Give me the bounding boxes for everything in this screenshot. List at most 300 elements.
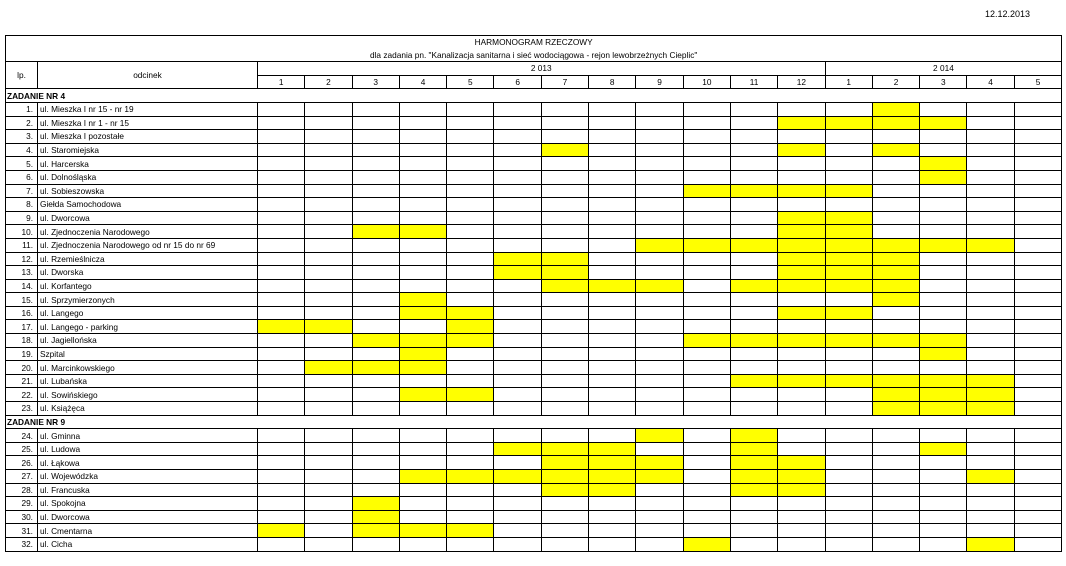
schedule-cell bbox=[352, 143, 399, 157]
schedule-cell bbox=[589, 497, 636, 511]
schedule-cell bbox=[305, 456, 352, 470]
schedule-cell bbox=[352, 116, 399, 130]
schedule-cell-active bbox=[447, 524, 494, 538]
schedule-cell bbox=[920, 211, 967, 225]
schedule-cell bbox=[258, 442, 305, 456]
schedule-cell bbox=[778, 102, 825, 116]
schedule-cell bbox=[541, 388, 588, 402]
schedule-cell bbox=[778, 429, 825, 443]
schedule-cell bbox=[683, 374, 730, 388]
schedule-cell bbox=[683, 470, 730, 484]
schedule-cell bbox=[778, 170, 825, 184]
table-row bbox=[6, 211, 1062, 225]
table-row bbox=[6, 470, 1062, 484]
schedule-cell bbox=[730, 211, 777, 225]
schedule-cell bbox=[636, 130, 683, 144]
schedule-cell bbox=[494, 184, 541, 198]
schedule-cell bbox=[352, 157, 399, 171]
schedule-cell-active bbox=[872, 402, 919, 416]
schedule-cell bbox=[730, 497, 777, 511]
schedule-cell bbox=[541, 497, 588, 511]
schedule-cell bbox=[589, 184, 636, 198]
schedule-cell bbox=[636, 374, 683, 388]
section-name: ul. Spokojna bbox=[38, 497, 258, 511]
schedule-cell-active bbox=[920, 442, 967, 456]
schedule-cell bbox=[920, 429, 967, 443]
schedule-cell bbox=[872, 456, 919, 470]
table-row bbox=[6, 116, 1062, 130]
schedule-cell bbox=[920, 102, 967, 116]
schedule-cell bbox=[494, 510, 541, 524]
schedule-cell-active bbox=[305, 361, 352, 375]
schedule-cell-active bbox=[825, 211, 872, 225]
schedule-cell bbox=[258, 130, 305, 144]
row-number: 9. bbox=[6, 211, 38, 225]
schedule-cell bbox=[352, 388, 399, 402]
schedule-cell bbox=[872, 170, 919, 184]
schedule-cell-active bbox=[778, 252, 825, 266]
schedule-cell bbox=[541, 211, 588, 225]
schedule-cell bbox=[305, 537, 352, 551]
schedule-cell bbox=[399, 483, 446, 497]
section-name: ul. Ludowa bbox=[38, 442, 258, 456]
schedule-cell bbox=[920, 510, 967, 524]
schedule-cell bbox=[447, 293, 494, 307]
month-header: 6 bbox=[494, 75, 541, 89]
schedule-cell bbox=[352, 306, 399, 320]
schedule-cell bbox=[778, 347, 825, 361]
schedule-cell bbox=[636, 157, 683, 171]
schedule-cell-active bbox=[778, 116, 825, 130]
schedule-cell bbox=[1014, 402, 1062, 416]
schedule-cell bbox=[352, 170, 399, 184]
schedule-cell bbox=[967, 497, 1014, 511]
month-header: 9 bbox=[636, 75, 683, 89]
row-number: 29. bbox=[6, 497, 38, 511]
schedule-cell-active bbox=[778, 470, 825, 484]
schedule-cell bbox=[872, 347, 919, 361]
schedule-cell bbox=[872, 211, 919, 225]
schedule-cell bbox=[258, 497, 305, 511]
schedule-cell-active bbox=[494, 252, 541, 266]
schedule-cell-active bbox=[872, 266, 919, 280]
schedule-cell-active bbox=[683, 184, 730, 198]
schedule-cell-active bbox=[778, 143, 825, 157]
schedule-cell bbox=[636, 510, 683, 524]
schedule-cell bbox=[683, 279, 730, 293]
schedule-cell bbox=[494, 130, 541, 144]
table-row bbox=[6, 279, 1062, 293]
schedule-cell bbox=[683, 225, 730, 239]
schedule-cell-active bbox=[825, 266, 872, 280]
table-row bbox=[6, 483, 1062, 497]
schedule-cell bbox=[825, 524, 872, 538]
schedule-cell bbox=[872, 306, 919, 320]
year-2014-header: 2 014 bbox=[825, 62, 1062, 76]
schedule-cell bbox=[305, 143, 352, 157]
schedule-cell bbox=[636, 306, 683, 320]
schedule-cell bbox=[541, 374, 588, 388]
schedule-cell bbox=[872, 184, 919, 198]
section-name: ul. Cmentarna bbox=[38, 524, 258, 538]
schedule-cell bbox=[541, 293, 588, 307]
schedule-cell-active bbox=[920, 402, 967, 416]
schedule-cell bbox=[872, 320, 919, 334]
schedule-cell bbox=[778, 361, 825, 375]
schedule-cell bbox=[825, 510, 872, 524]
schedule-cell bbox=[447, 116, 494, 130]
schedule-cell bbox=[825, 293, 872, 307]
schedule-cell bbox=[636, 442, 683, 456]
schedule-cell bbox=[447, 456, 494, 470]
schedule-cell bbox=[1014, 483, 1062, 497]
schedule-cell bbox=[778, 537, 825, 551]
schedule-cell bbox=[683, 252, 730, 266]
schedule-cell bbox=[258, 293, 305, 307]
month-header: 4 bbox=[967, 75, 1014, 89]
schedule-cell bbox=[352, 130, 399, 144]
schedule-cell bbox=[730, 130, 777, 144]
schedule-cell bbox=[258, 402, 305, 416]
section-name: ul. Mieszka I pozostałe bbox=[38, 130, 258, 144]
table-row bbox=[6, 170, 1062, 184]
schedule-cell-active bbox=[730, 279, 777, 293]
schedule-cell bbox=[825, 442, 872, 456]
schedule-cell bbox=[920, 361, 967, 375]
schedule-cell bbox=[258, 456, 305, 470]
schedule-cell bbox=[920, 456, 967, 470]
schedule-cell bbox=[920, 198, 967, 212]
schedule-cell-active bbox=[447, 334, 494, 348]
schedule-cell bbox=[683, 170, 730, 184]
schedule-cell-active bbox=[778, 334, 825, 348]
schedule-cell-active bbox=[683, 537, 730, 551]
schedule-cell bbox=[258, 361, 305, 375]
schedule-cell-active bbox=[967, 537, 1014, 551]
schedule-cell bbox=[494, 524, 541, 538]
schedule-cell-active bbox=[920, 388, 967, 402]
schedule-cell bbox=[967, 347, 1014, 361]
schedule-cell bbox=[447, 102, 494, 116]
schedule-cell bbox=[305, 497, 352, 511]
schedule-cell bbox=[778, 157, 825, 171]
section-name: ul. Dworcowa bbox=[38, 211, 258, 225]
schedule-cell bbox=[447, 157, 494, 171]
schedule-cell bbox=[1014, 279, 1062, 293]
schedule-cell bbox=[778, 524, 825, 538]
schedule-cell bbox=[352, 102, 399, 116]
schedule-cell bbox=[967, 252, 1014, 266]
schedule-cell bbox=[258, 211, 305, 225]
schedule-cell bbox=[541, 429, 588, 443]
schedule-cell bbox=[447, 225, 494, 239]
schedule-cell bbox=[589, 320, 636, 334]
schedule-cell bbox=[352, 184, 399, 198]
schedule-cell bbox=[1014, 429, 1062, 443]
row-number: 20. bbox=[6, 361, 38, 375]
table-row bbox=[6, 442, 1062, 456]
schedule-cell-active bbox=[399, 225, 446, 239]
schedule-cell bbox=[541, 510, 588, 524]
schedule-cell bbox=[305, 238, 352, 252]
schedule-cell bbox=[494, 347, 541, 361]
schedule-cell bbox=[589, 388, 636, 402]
schedule-cell bbox=[447, 361, 494, 375]
section-name: ul. Gminna bbox=[38, 429, 258, 443]
schedule-cell bbox=[1014, 238, 1062, 252]
schedule-cell bbox=[825, 198, 872, 212]
schedule-cell bbox=[589, 374, 636, 388]
schedule-cell-active bbox=[730, 456, 777, 470]
schedule-cell bbox=[1014, 198, 1062, 212]
schedule-cell bbox=[258, 537, 305, 551]
schedule-cell bbox=[399, 442, 446, 456]
schedule-cell bbox=[636, 293, 683, 307]
schedule-cell-active bbox=[872, 116, 919, 130]
schedule-cell-active bbox=[399, 524, 446, 538]
schedule-cell bbox=[636, 252, 683, 266]
row-number: 10. bbox=[6, 225, 38, 239]
schedule-cell bbox=[589, 102, 636, 116]
schedule-cell-active bbox=[683, 334, 730, 348]
schedule-cell bbox=[683, 497, 730, 511]
schedule-cell bbox=[825, 361, 872, 375]
table-subtitle: dla zadania pn. "Kanalizacja sanitarna i sieć wodociągowa - rejon lewobrzeżnych Cieplic" bbox=[6, 49, 1062, 62]
schedule-cell bbox=[872, 470, 919, 484]
section-name: ul. Wojewódzka bbox=[38, 470, 258, 484]
section-name: ul. Jagiellońska bbox=[38, 334, 258, 348]
schedule-cell bbox=[541, 198, 588, 212]
schedule-cell bbox=[636, 334, 683, 348]
row-number: 4. bbox=[6, 143, 38, 157]
schedule-cell bbox=[967, 510, 1014, 524]
schedule-cell-active bbox=[825, 116, 872, 130]
schedule-cell bbox=[352, 402, 399, 416]
schedule-cell bbox=[683, 293, 730, 307]
schedule-cell bbox=[352, 483, 399, 497]
schedule-cell bbox=[1014, 116, 1062, 130]
schedule-cell bbox=[872, 130, 919, 144]
schedule-cell bbox=[825, 497, 872, 511]
schedule-cell-active bbox=[494, 266, 541, 280]
table-row bbox=[6, 497, 1062, 511]
schedule-cell bbox=[305, 198, 352, 212]
month-header: 4 bbox=[399, 75, 446, 89]
schedule-cell-active bbox=[541, 470, 588, 484]
schedule-cell bbox=[305, 524, 352, 538]
schedule-cell-active bbox=[399, 470, 446, 484]
month-header: 12 bbox=[778, 75, 825, 89]
month-header: 7 bbox=[541, 75, 588, 89]
schedule-cell bbox=[399, 402, 446, 416]
schedule-cell-active bbox=[399, 361, 446, 375]
schedule-cell bbox=[258, 470, 305, 484]
schedule-cell bbox=[683, 361, 730, 375]
schedule-cell bbox=[683, 211, 730, 225]
schedule-cell bbox=[683, 456, 730, 470]
schedule-cell bbox=[967, 116, 1014, 130]
row-number: 25. bbox=[6, 442, 38, 456]
schedule-cell bbox=[305, 293, 352, 307]
schedule-cell-active bbox=[352, 510, 399, 524]
schedule-cell bbox=[872, 442, 919, 456]
schedule-cell-active bbox=[778, 279, 825, 293]
schedule-cell bbox=[920, 470, 967, 484]
schedule-cell-active bbox=[352, 361, 399, 375]
schedule-cell bbox=[589, 157, 636, 171]
schedule-cell-active bbox=[778, 184, 825, 198]
section-name: ul. Lubańska bbox=[38, 374, 258, 388]
schedule-cell bbox=[1014, 347, 1062, 361]
table-row bbox=[6, 402, 1062, 416]
schedule-cell bbox=[1014, 102, 1062, 116]
month-header: 2 bbox=[872, 75, 919, 89]
schedule-cell bbox=[541, 238, 588, 252]
schedule-cell bbox=[683, 347, 730, 361]
schedule-cell bbox=[589, 524, 636, 538]
table-row bbox=[6, 225, 1062, 239]
section-name: ul. Mieszka I nr 15 - nr 19 bbox=[38, 102, 258, 116]
month-header: 10 bbox=[683, 75, 730, 89]
schedule-cell bbox=[730, 524, 777, 538]
schedule-cell bbox=[447, 510, 494, 524]
schedule-cell-active bbox=[825, 225, 872, 239]
schedule-cell bbox=[589, 170, 636, 184]
schedule-cell bbox=[447, 442, 494, 456]
schedule-cell-active bbox=[352, 524, 399, 538]
schedule-cell bbox=[1014, 293, 1062, 307]
table-row bbox=[6, 524, 1062, 538]
schedule-cell bbox=[589, 334, 636, 348]
schedule-cell bbox=[920, 266, 967, 280]
month-header: 5 bbox=[1014, 75, 1062, 89]
schedule-cell bbox=[447, 184, 494, 198]
section-header-row bbox=[6, 415, 1062, 429]
schedule-cell bbox=[778, 320, 825, 334]
schedule-cell bbox=[636, 211, 683, 225]
schedule-cell bbox=[399, 497, 446, 511]
schedule-cell-active bbox=[258, 524, 305, 538]
table-row bbox=[6, 306, 1062, 320]
schedule-cell bbox=[636, 170, 683, 184]
schedule-cell bbox=[872, 157, 919, 171]
schedule-cell bbox=[305, 170, 352, 184]
schedule-cell bbox=[683, 442, 730, 456]
schedule-cell bbox=[258, 184, 305, 198]
table-row bbox=[6, 143, 1062, 157]
schedule-cell bbox=[305, 510, 352, 524]
schedule-cell bbox=[920, 497, 967, 511]
section-name: ul. Francuska bbox=[38, 483, 258, 497]
schedule-cell-active bbox=[967, 470, 1014, 484]
schedule-cell-active bbox=[872, 238, 919, 252]
row-number: 19. bbox=[6, 347, 38, 361]
section-name: ul. Książęca bbox=[38, 402, 258, 416]
schedule-cell bbox=[636, 184, 683, 198]
schedule-cell-active bbox=[447, 388, 494, 402]
schedule-cell-active bbox=[872, 279, 919, 293]
schedule-cell bbox=[589, 347, 636, 361]
schedule-cell bbox=[636, 361, 683, 375]
schedule-cell bbox=[920, 306, 967, 320]
schedule-cell bbox=[778, 293, 825, 307]
schedule-cell bbox=[352, 266, 399, 280]
schedule-cell bbox=[967, 211, 1014, 225]
schedule-cell bbox=[1014, 320, 1062, 334]
month-header: 3 bbox=[352, 75, 399, 89]
schedule-cell bbox=[636, 143, 683, 157]
schedule-cell bbox=[494, 483, 541, 497]
schedule-cell bbox=[778, 402, 825, 416]
schedule-cell bbox=[1014, 470, 1062, 484]
schedule-cell bbox=[967, 293, 1014, 307]
schedule-cell bbox=[305, 402, 352, 416]
schedule-cell bbox=[305, 130, 352, 144]
table-row bbox=[6, 252, 1062, 266]
table-row bbox=[6, 157, 1062, 171]
row-number: 26. bbox=[6, 456, 38, 470]
schedule-cell bbox=[778, 497, 825, 511]
schedule-cell bbox=[494, 170, 541, 184]
schedule-cell bbox=[872, 537, 919, 551]
schedule-cell-active bbox=[541, 442, 588, 456]
schedule-cell-active bbox=[730, 429, 777, 443]
row-number: 7. bbox=[6, 184, 38, 198]
schedule-cell bbox=[447, 252, 494, 266]
schedule-cell bbox=[399, 157, 446, 171]
schedule-cell bbox=[1014, 442, 1062, 456]
schedule-cell bbox=[778, 198, 825, 212]
schedule-cell bbox=[447, 279, 494, 293]
schedule-cell bbox=[778, 388, 825, 402]
schedule-cell bbox=[967, 361, 1014, 375]
schedule-cell bbox=[730, 102, 777, 116]
schedule-cell-active bbox=[589, 456, 636, 470]
schedule-cell-active bbox=[730, 238, 777, 252]
schedule-cell-active bbox=[399, 306, 446, 320]
schedule-cell bbox=[967, 442, 1014, 456]
schedule-cell bbox=[447, 198, 494, 212]
table-row bbox=[6, 334, 1062, 348]
table-row bbox=[6, 361, 1062, 375]
schedule-cell bbox=[589, 198, 636, 212]
schedule-cell bbox=[825, 456, 872, 470]
schedule-cell bbox=[730, 306, 777, 320]
month-header: 11 bbox=[730, 75, 777, 89]
schedule-cell bbox=[494, 402, 541, 416]
schedule-cell bbox=[494, 361, 541, 375]
schedule-cell bbox=[636, 102, 683, 116]
schedule-cell bbox=[258, 116, 305, 130]
year-2013-header: 2 013 bbox=[258, 62, 826, 76]
schedule-cell-active bbox=[778, 483, 825, 497]
schedule-cell bbox=[730, 198, 777, 212]
schedule-cell bbox=[447, 238, 494, 252]
schedule-cell-active bbox=[399, 347, 446, 361]
month-header: 5 bbox=[447, 75, 494, 89]
schedule-cell bbox=[920, 252, 967, 266]
schedule-cell bbox=[825, 170, 872, 184]
schedule-cell bbox=[1014, 524, 1062, 538]
schedule-cell bbox=[683, 157, 730, 171]
row-number: 28. bbox=[6, 483, 38, 497]
schedule-cell-active bbox=[730, 470, 777, 484]
schedule-cell bbox=[967, 483, 1014, 497]
schedule-cell bbox=[1014, 537, 1062, 551]
schedule-cell-active bbox=[967, 388, 1014, 402]
schedule-cell bbox=[825, 130, 872, 144]
row-number: 11. bbox=[6, 238, 38, 252]
